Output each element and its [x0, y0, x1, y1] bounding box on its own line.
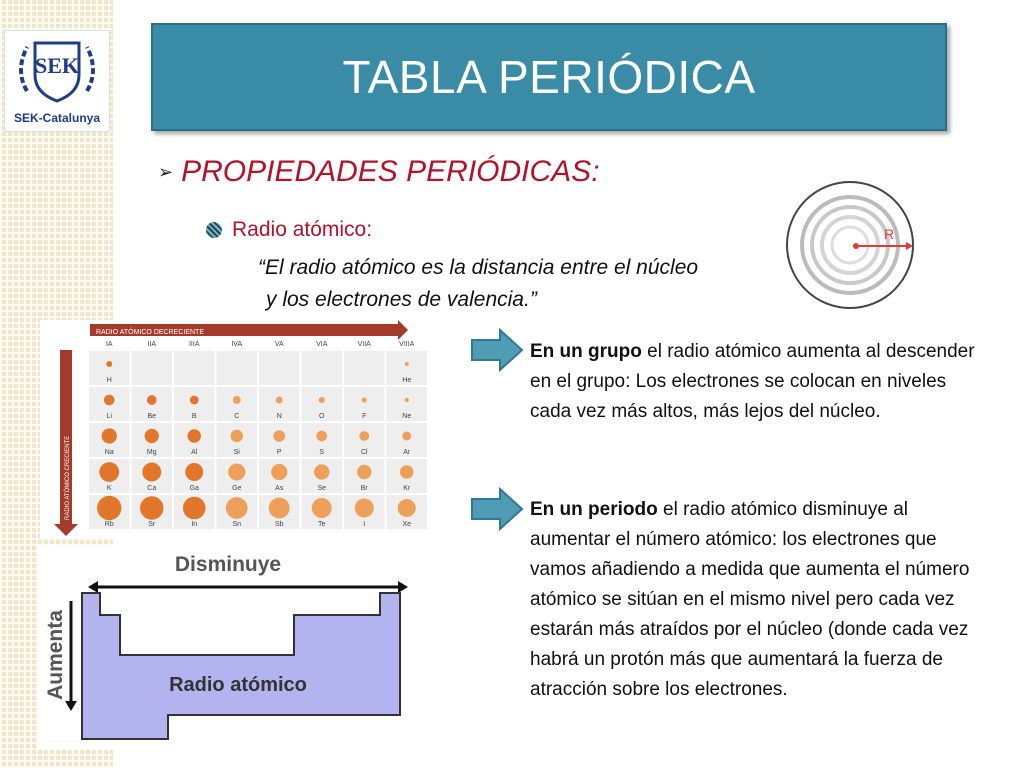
sek-seal-icon	[5, 31, 109, 109]
group-header: IVA	[231, 341, 243, 348]
period-paragraph-bold: En un periodo	[530, 499, 658, 520]
atom-size-dot	[102, 428, 117, 443]
element-symbol: Ar	[403, 449, 411, 456]
atom-size-dot	[359, 431, 369, 441]
diagram-top-label: Disminuye	[174, 553, 282, 576]
atom-size-dot	[271, 464, 287, 480]
element-symbol: S	[319, 449, 325, 456]
element-symbol: Ne	[402, 413, 412, 420]
group-header: VIIIA	[399, 341, 415, 348]
quote-line-1: “El radio atómico es la distancia entre el núcleo	[258, 256, 699, 279]
group-header: VA	[274, 341, 284, 348]
group-header: IIIA	[188, 341, 200, 348]
element-symbol: Te	[318, 521, 326, 528]
table-side-label: RADIO ATÓMICO CRECIENTE	[65, 435, 71, 520]
atom-size-dot	[99, 462, 119, 482]
group-header: IIA	[147, 341, 157, 348]
group-paragraph	[530, 337, 990, 427]
atom-size-dot	[402, 432, 411, 441]
atom-size-dot	[362, 397, 367, 402]
svg-text:SEK: SEK	[34, 53, 80, 78]
right-arrow-icon	[470, 328, 524, 372]
element-symbol: Li	[106, 413, 112, 420]
element-symbol: Br	[360, 485, 368, 492]
element-symbol: Ga	[189, 485, 199, 492]
group-header: VIIA	[357, 341, 371, 348]
element-symbol: F	[362, 413, 367, 420]
atom-size-dot	[147, 395, 157, 405]
element-symbol: Al	[191, 449, 198, 456]
nucleus-icon	[853, 243, 859, 249]
element-symbol: Na	[104, 449, 114, 456]
group-header: IA	[105, 341, 113, 348]
table-cell	[217, 351, 258, 385]
element-symbol: Sn	[232, 521, 242, 528]
table-cell	[174, 351, 215, 385]
atom-size-dot	[398, 499, 416, 517]
atom-size-dot	[357, 465, 371, 479]
atom-size-dot	[405, 398, 409, 402]
period-paragraph-text: el radio atómico disminuye al aumentar el número atómico: los electrones que vamos añadiendo a medida que aumenta el número atómico se sitúan en el mismo nivel pero cada vez estarán más atraídos por el núcleo (donde cada vez habrá un protón más que aumentará la fuerza de atracción sobre los electrones.	[530, 499, 970, 700]
atom-size-dot	[233, 396, 241, 404]
element-symbol: Mg	[146, 449, 157, 456]
atom-size-dot	[97, 496, 121, 520]
logo-text: SEK-Catalunya	[13, 111, 101, 125]
element-symbol: I	[363, 521, 366, 528]
arrow-bullet-icon: ➢	[158, 161, 174, 182]
atom-size-dot	[312, 498, 332, 518]
element-symbol: Ca	[147, 485, 157, 492]
atom-size-dot	[142, 463, 161, 482]
page-title: TABLA PERIÓDICA	[342, 51, 756, 103]
title-bar	[151, 23, 947, 131]
element-symbol: K	[106, 485, 112, 492]
element-symbol: H	[106, 377, 112, 384]
table-cell	[259, 351, 300, 385]
quote-line-2: y los electrones de valencia.”	[266, 288, 537, 311]
element-symbol: Be	[147, 413, 157, 420]
atom-size-dot	[269, 498, 290, 519]
atom-size-dot	[355, 499, 374, 518]
logo	[4, 30, 110, 132]
atom-size-dot	[185, 463, 203, 481]
element-symbol: C	[234, 413, 240, 420]
atom-size-dot	[106, 361, 112, 367]
atom-size-dot	[228, 463, 245, 480]
atom-size-dot	[226, 497, 248, 519]
diagram-center-label: Radio atómico	[169, 674, 307, 696]
atomic-radius-table	[40, 320, 440, 538]
atom-size-dot	[314, 464, 329, 479]
diagram-side-label: Aumenta	[44, 610, 67, 700]
element-symbol: Sr	[148, 521, 156, 528]
element-symbol: B	[191, 413, 197, 420]
element-symbol: Xe	[402, 521, 412, 528]
radius-trend-diagram	[38, 545, 410, 750]
atom-size-dot	[231, 430, 244, 443]
atom-radius-illustration	[782, 175, 918, 315]
period-paragraph	[530, 495, 990, 705]
atom-size-dot	[104, 395, 115, 406]
atom-size-dot	[188, 429, 201, 442]
table-cell	[132, 351, 173, 385]
right-arrow-icon	[470, 487, 524, 531]
element-symbol: Rb	[104, 521, 114, 528]
table-top-label: RADIO ATÓMICO DECRECIENTE	[96, 329, 204, 336]
subheading-text: Radio atómico:	[232, 218, 373, 241]
element-symbol: O	[319, 413, 325, 420]
element-symbol: Si	[233, 449, 240, 456]
group-paragraph-bold: En un grupo	[530, 341, 642, 362]
definition-quote	[258, 252, 778, 316]
element-symbol: Ge	[232, 485, 242, 492]
group-header: VIA	[316, 341, 328, 348]
element-symbol: In	[191, 521, 198, 528]
element-symbol: As	[275, 485, 284, 492]
atom-size-dot	[276, 397, 283, 404]
element-symbol: Cl	[360, 449, 368, 456]
atom-size-dot	[183, 497, 206, 520]
element-symbol: He	[402, 377, 412, 384]
atom-size-dot	[140, 496, 164, 520]
element-symbol: Kr	[403, 485, 411, 492]
round-bullet-icon	[206, 222, 222, 238]
atom-size-dot	[316, 431, 327, 442]
heading-text: PROPIEDADES PERIÓDICAS:	[181, 155, 600, 188]
radius-label: R	[884, 226, 895, 242]
element-symbol: P	[276, 449, 282, 456]
atom-size-dot	[405, 362, 409, 366]
atom-size-dot	[190, 396, 199, 405]
atom-size-dot	[319, 397, 325, 403]
element-symbol: Sb	[274, 521, 284, 528]
element-symbol: N	[276, 413, 282, 420]
atom-size-dot	[145, 429, 159, 443]
atom-size-dot	[273, 430, 285, 442]
atom-size-dot	[400, 465, 414, 479]
table-cell	[302, 351, 343, 385]
group-paragraph-text: el radio atómico aumenta al descender en el grupo: Los electrones se colocan en niveles cada vez más altos, más lejos del núcleo.	[530, 341, 975, 422]
element-symbol: Se	[317, 485, 327, 492]
atomic-radius-table-graphic	[40, 320, 440, 538]
subheading	[206, 218, 372, 242]
section-heading	[158, 155, 600, 189]
table-cell	[344, 351, 385, 385]
